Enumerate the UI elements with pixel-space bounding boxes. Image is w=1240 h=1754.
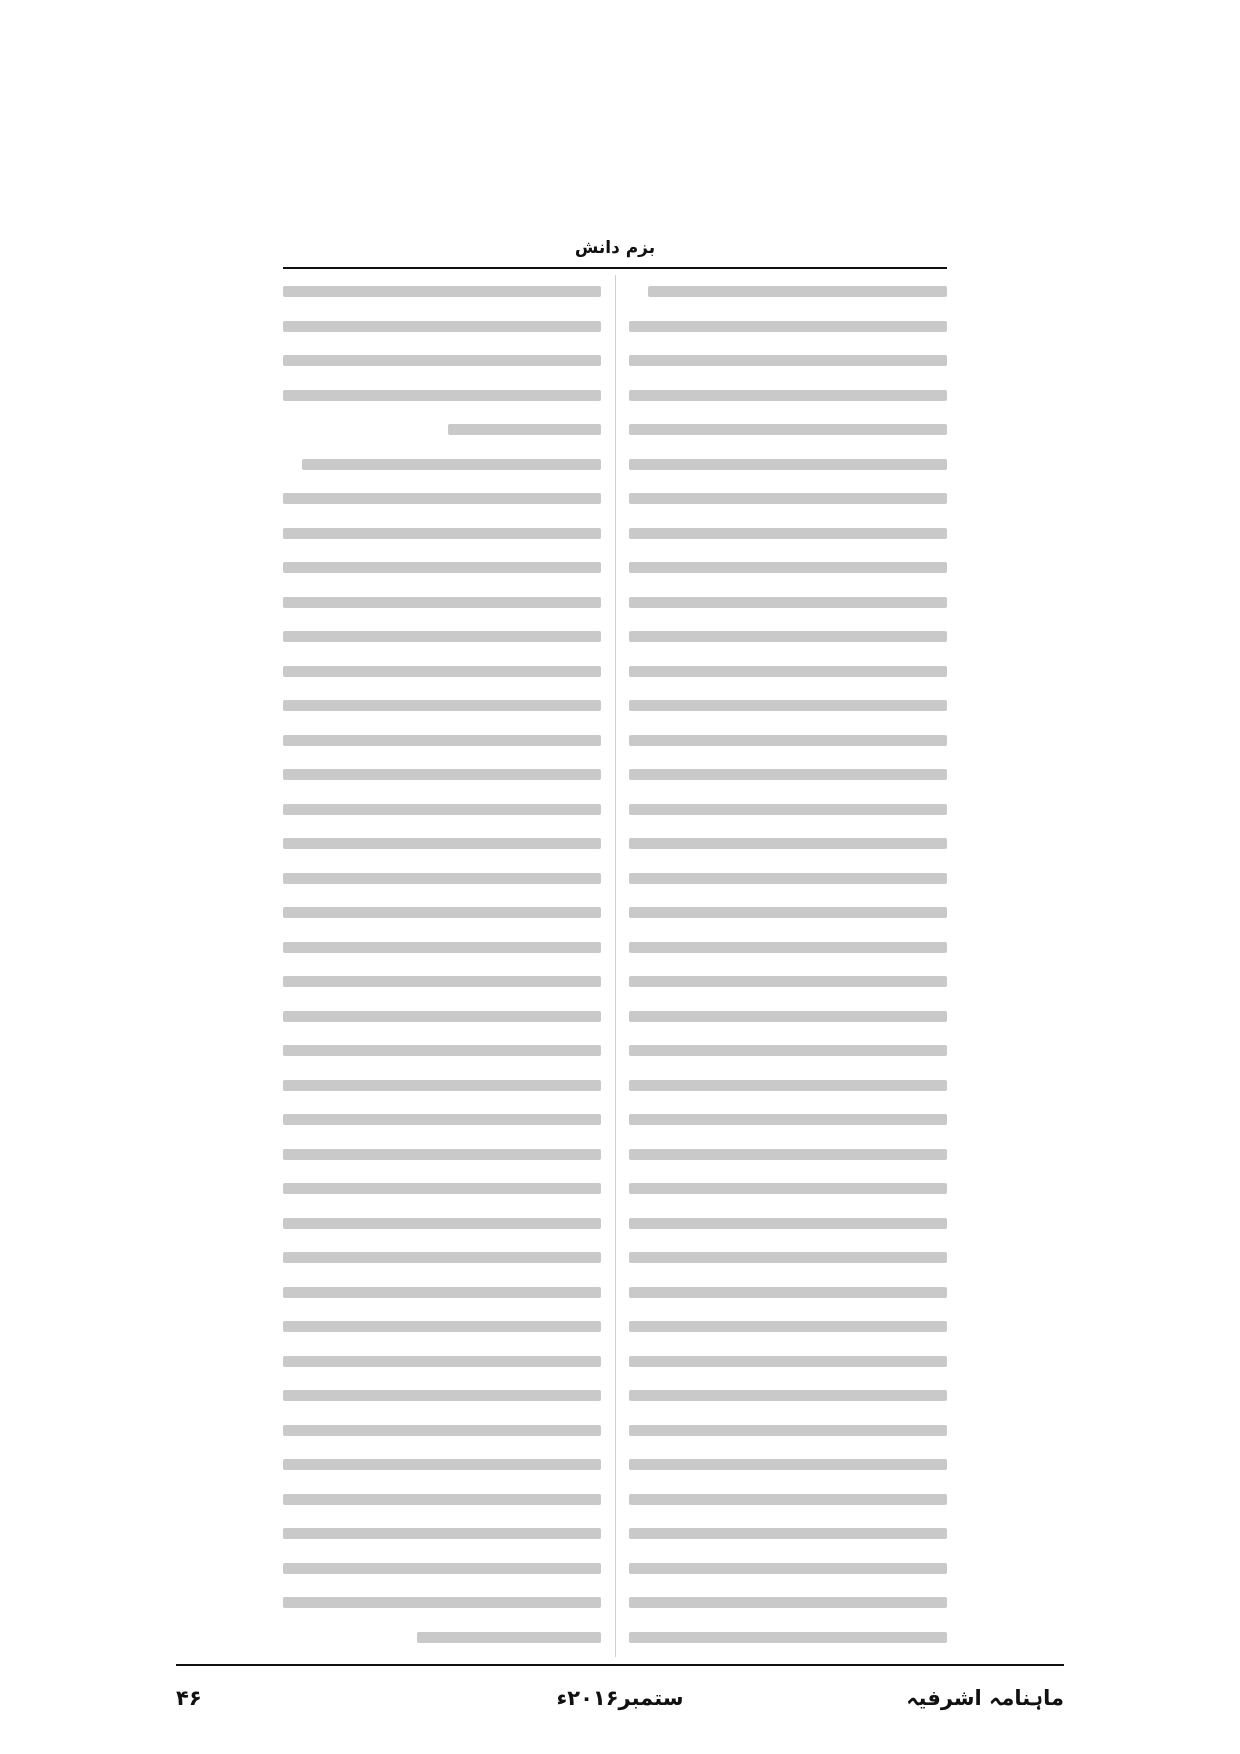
text-line bbox=[629, 448, 947, 483]
text-line bbox=[283, 1345, 601, 1380]
header-rule bbox=[283, 267, 947, 269]
text-line-placeholder bbox=[283, 1080, 601, 1091]
text-line-placeholder bbox=[283, 769, 601, 780]
text-line-placeholder bbox=[283, 286, 601, 297]
text-line bbox=[283, 1448, 601, 1483]
text-line bbox=[629, 551, 947, 586]
text-line bbox=[629, 724, 947, 759]
text-line bbox=[629, 344, 947, 379]
text-line-placeholder bbox=[417, 1632, 601, 1643]
text-line bbox=[283, 758, 601, 793]
text-line bbox=[629, 1276, 947, 1311]
text-line-placeholder bbox=[629, 735, 947, 746]
text-line-placeholder bbox=[629, 355, 947, 366]
text-line-placeholder bbox=[629, 493, 947, 504]
text-line bbox=[629, 1034, 947, 1069]
text-line bbox=[283, 1241, 601, 1276]
text-line bbox=[283, 1621, 601, 1656]
text-line-placeholder bbox=[629, 528, 947, 539]
text-line-placeholder bbox=[629, 459, 947, 470]
text-line bbox=[283, 551, 601, 586]
text-line-placeholder bbox=[283, 1390, 601, 1401]
text-line-placeholder bbox=[283, 1149, 601, 1160]
text-line bbox=[283, 1138, 601, 1173]
text-line-placeholder bbox=[629, 1321, 947, 1332]
text-line-placeholder bbox=[283, 1494, 601, 1505]
text-line-placeholder bbox=[629, 1390, 947, 1401]
text-line-placeholder bbox=[283, 528, 601, 539]
text-line-placeholder bbox=[283, 700, 601, 711]
text-line-placeholder bbox=[283, 1045, 601, 1056]
text-line bbox=[283, 448, 601, 483]
text-line-placeholder bbox=[629, 1080, 947, 1091]
text-line-placeholder bbox=[629, 1632, 947, 1643]
text-line-placeholder bbox=[629, 631, 947, 642]
text-line-placeholder bbox=[629, 1011, 947, 1022]
text-line bbox=[283, 655, 601, 690]
text-line-placeholder bbox=[629, 1425, 947, 1436]
text-line bbox=[629, 1483, 947, 1518]
text-line bbox=[283, 1000, 601, 1035]
column-divider bbox=[615, 275, 616, 1657]
text-line-placeholder bbox=[283, 597, 601, 608]
text-line-placeholder bbox=[629, 1563, 947, 1574]
text-line-placeholder bbox=[629, 1356, 947, 1367]
text-line bbox=[283, 344, 601, 379]
text-line bbox=[283, 1172, 601, 1207]
text-line-placeholder bbox=[283, 838, 601, 849]
text-line-placeholder bbox=[629, 942, 947, 953]
text-line-placeholder bbox=[283, 631, 601, 642]
text-line-placeholder bbox=[629, 838, 947, 849]
text-line bbox=[629, 689, 947, 724]
text-line bbox=[283, 379, 601, 414]
text-line bbox=[629, 931, 947, 966]
text-line-placeholder bbox=[283, 1425, 601, 1436]
text-line bbox=[629, 1345, 947, 1380]
text-line-placeholder bbox=[629, 700, 947, 711]
text-line bbox=[629, 1138, 947, 1173]
text-line bbox=[283, 1552, 601, 1587]
text-line bbox=[629, 517, 947, 552]
text-line-placeholder bbox=[283, 1528, 601, 1539]
text-line-placeholder bbox=[629, 1114, 947, 1125]
text-line-placeholder bbox=[283, 1011, 601, 1022]
text-line bbox=[283, 413, 601, 448]
text-line-placeholder bbox=[629, 907, 947, 918]
text-line-placeholder bbox=[629, 1597, 947, 1608]
text-line bbox=[629, 275, 947, 310]
text-line-placeholder bbox=[629, 390, 947, 401]
text-line bbox=[283, 1103, 601, 1138]
text-line-placeholder bbox=[629, 1459, 947, 1470]
page-number: ۴۶ bbox=[176, 1686, 202, 1710]
text-line bbox=[629, 586, 947, 621]
text-line-placeholder bbox=[629, 321, 947, 332]
text-line-placeholder bbox=[302, 459, 601, 470]
text-line-placeholder bbox=[283, 907, 601, 918]
text-line bbox=[629, 1414, 947, 1449]
text-line-placeholder bbox=[283, 804, 601, 815]
text-line-placeholder bbox=[629, 1494, 947, 1505]
text-line bbox=[629, 482, 947, 517]
text-line-placeholder bbox=[629, 1287, 947, 1298]
text-line-placeholder bbox=[629, 1045, 947, 1056]
text-line-placeholder bbox=[283, 1114, 601, 1125]
text-line-placeholder bbox=[283, 1321, 601, 1332]
text-line-placeholder bbox=[283, 1563, 601, 1574]
text-line bbox=[629, 1172, 947, 1207]
section-title: بزم دانش bbox=[574, 238, 656, 258]
text-line bbox=[283, 620, 601, 655]
text-line-placeholder bbox=[283, 355, 601, 366]
text-line bbox=[629, 1310, 947, 1345]
text-line-placeholder bbox=[629, 769, 947, 780]
text-line bbox=[283, 724, 601, 759]
text-line bbox=[283, 1483, 601, 1518]
text-line-placeholder bbox=[283, 1218, 601, 1229]
text-line-placeholder bbox=[283, 1459, 601, 1470]
text-line-placeholder bbox=[283, 493, 601, 504]
text-line-placeholder bbox=[283, 321, 601, 332]
text-line-placeholder bbox=[629, 1218, 947, 1229]
text-line-placeholder bbox=[283, 942, 601, 953]
text-line-placeholder bbox=[283, 1356, 601, 1367]
text-line bbox=[629, 758, 947, 793]
text-line-placeholder bbox=[629, 424, 947, 435]
text-line bbox=[283, 1069, 601, 1104]
text-line-placeholder bbox=[448, 424, 601, 435]
text-line-placeholder bbox=[629, 976, 947, 987]
text-line bbox=[629, 413, 947, 448]
issue-date: ستمبر۲۰۱۶ء bbox=[556, 1686, 684, 1710]
text-line bbox=[629, 827, 947, 862]
text-line bbox=[283, 1207, 601, 1242]
text-line bbox=[283, 275, 601, 310]
text-line-placeholder bbox=[283, 1287, 601, 1298]
text-line-placeholder bbox=[283, 390, 601, 401]
text-line bbox=[283, 517, 601, 552]
text-line bbox=[283, 931, 601, 966]
text-line bbox=[629, 655, 947, 690]
text-line bbox=[283, 1414, 601, 1449]
text-line bbox=[283, 862, 601, 897]
text-line-placeholder bbox=[629, 1528, 947, 1539]
text-line bbox=[629, 1448, 947, 1483]
text-line bbox=[283, 1310, 601, 1345]
text-line bbox=[629, 1517, 947, 1552]
text-line-placeholder bbox=[648, 286, 947, 297]
text-line bbox=[629, 1000, 947, 1035]
text-line bbox=[283, 1034, 601, 1069]
text-line-placeholder bbox=[629, 873, 947, 884]
text-line bbox=[629, 1379, 947, 1414]
text-line bbox=[283, 1379, 601, 1414]
text-line-placeholder bbox=[283, 976, 601, 987]
text-line bbox=[283, 482, 601, 517]
text-line-placeholder bbox=[629, 666, 947, 677]
text-line bbox=[629, 1586, 947, 1621]
text-line bbox=[283, 689, 601, 724]
text-line-placeholder bbox=[283, 666, 601, 677]
text-line bbox=[283, 827, 601, 862]
text-line bbox=[629, 310, 947, 345]
text-line-placeholder bbox=[629, 562, 947, 573]
text-line bbox=[629, 965, 947, 1000]
article-column-left bbox=[283, 275, 601, 1657]
text-line-placeholder bbox=[629, 804, 947, 815]
text-line-placeholder bbox=[283, 562, 601, 573]
text-line-placeholder bbox=[629, 1149, 947, 1160]
text-line-placeholder bbox=[283, 735, 601, 746]
text-line bbox=[283, 310, 601, 345]
text-line bbox=[283, 1276, 601, 1311]
text-line bbox=[629, 1103, 947, 1138]
text-line bbox=[629, 862, 947, 897]
text-line bbox=[283, 793, 601, 828]
article-column-right bbox=[629, 275, 947, 1657]
text-line bbox=[629, 1241, 947, 1276]
text-line bbox=[283, 586, 601, 621]
text-line bbox=[283, 1586, 601, 1621]
text-line-placeholder bbox=[283, 1183, 601, 1194]
text-line bbox=[283, 965, 601, 1000]
text-line bbox=[629, 379, 947, 414]
footer-rule bbox=[176, 1664, 1064, 1666]
magazine-name: ماہنامہ اشرفیہ bbox=[906, 1686, 1064, 1710]
text-line-placeholder bbox=[283, 1597, 601, 1608]
text-line bbox=[283, 896, 601, 931]
text-line-placeholder bbox=[283, 873, 601, 884]
text-line bbox=[629, 1069, 947, 1104]
text-line-placeholder bbox=[283, 1252, 601, 1263]
text-line-placeholder bbox=[629, 597, 947, 608]
text-line bbox=[629, 1621, 947, 1656]
text-line bbox=[629, 896, 947, 931]
text-line-placeholder bbox=[629, 1183, 947, 1194]
text-line bbox=[629, 793, 947, 828]
text-line bbox=[629, 1552, 947, 1587]
text-line bbox=[629, 620, 947, 655]
text-line bbox=[629, 1207, 947, 1242]
text-line-placeholder bbox=[629, 1252, 947, 1263]
text-line bbox=[283, 1517, 601, 1552]
